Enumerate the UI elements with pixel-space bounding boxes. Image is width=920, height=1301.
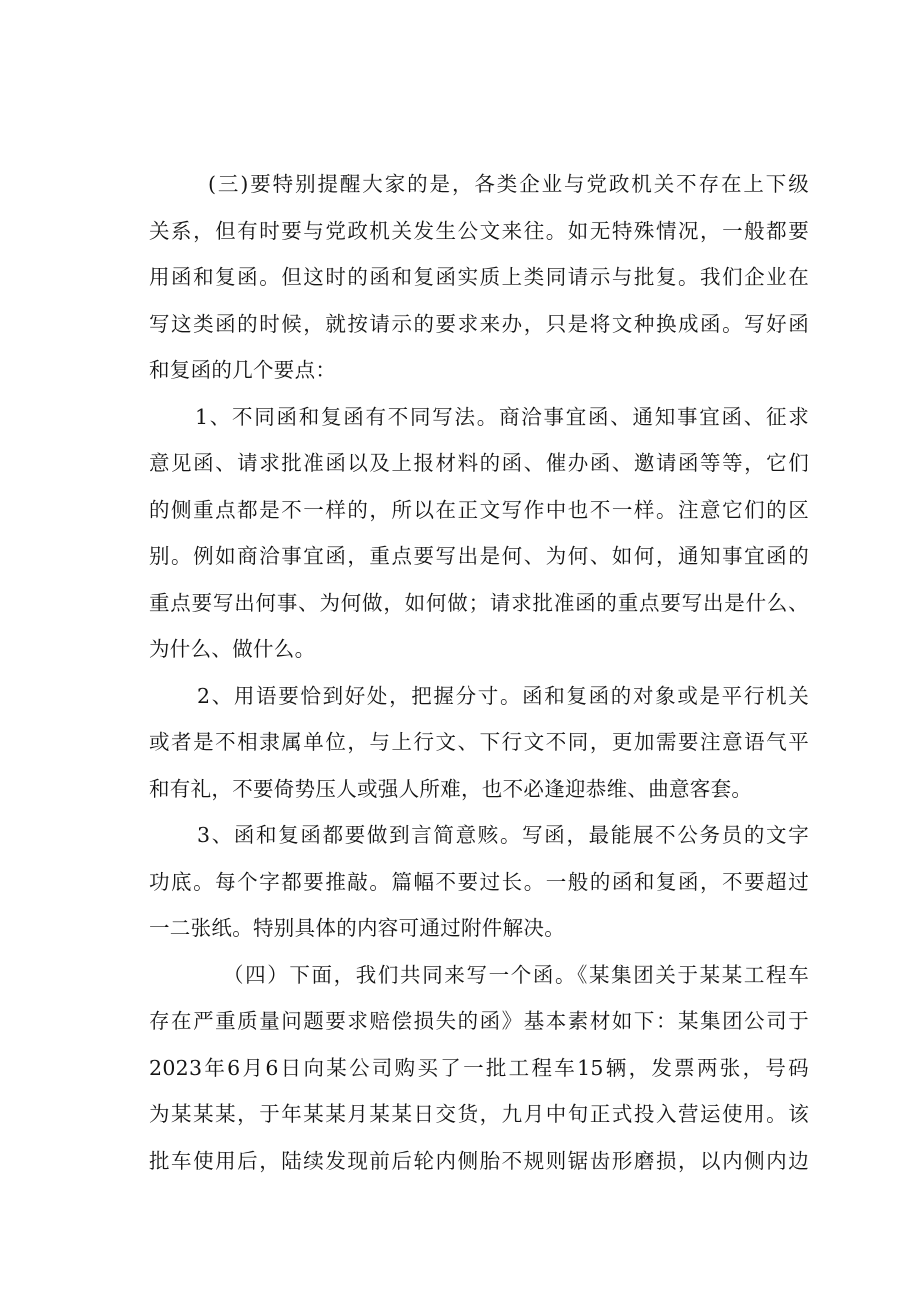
point-3-line-1: 3、函和复函都要做到言简意赅。写函，最能展不公务员的文字 xyxy=(197,823,809,847)
paragraph-4-line-5: 批车使用后，陆续发现前后轮内侧胎不规则锯齿形磨损，以内侧内边 xyxy=(149,1148,809,1173)
point-2-line-2: 或者是不相隶属单位，与上行文、下行文不同，更加需要注意语气平 xyxy=(149,730,809,754)
paragraph-4-line-4: 为某某某，于年某某月某某日交货，九月中旬正式投入营运使用。该 xyxy=(149,1102,809,1126)
paragraph-4-line-1: （四）下面，我们共同来写一个函。《某集团关于某某工程车 xyxy=(223,962,809,987)
paragraph-3-line-1: (三)要特别提醒大家的是，各类企业与党政机关不存在上下级 xyxy=(208,172,809,196)
paragraph-3-line-4: 写这类函的时候，就按请示的要求来办，只是将文种换成函。写好函 xyxy=(149,311,809,336)
point-2-line-1: 2、用语要恰到好处，把握分寸。函和复函的对象或是平行机关 xyxy=(197,683,809,708)
paragraph-4-line-3: 2023年6月6日向某公司购买了一批工程车15辆，发票两张，号码 xyxy=(149,1055,809,1080)
point-1-line-3: 的侧重点都是不一样的，所以在正文写作中也不一样。注意它们的区 xyxy=(149,497,809,522)
point-1-line-5: 重点要写出何事、为何做，如何做；请求批准函的重点要写出是什么、 xyxy=(149,590,809,615)
document-body xyxy=(149,164,809,1187)
point-3-line-3: 一二张纸。特别具体的内容可通过附件解决。 xyxy=(149,916,565,940)
point-2-line-3: 和有礼，不要倚势压人或强人所难，也不必逢迎恭维、曲意客套。 xyxy=(149,776,753,801)
paragraph-3-line-3: 用函和复函。但这时的函和复函实质上类同请示与批复。我们企业在 xyxy=(149,265,809,289)
point-1-line-4: 别。例如商洽事宜函，重点要写出是何、为何、如何，通知事宜函的 xyxy=(149,544,809,568)
paragraph-4-line-2: 存在严重质量问题要求赔偿损失的函》基本素材如下：某集团公司于 xyxy=(149,1009,809,1033)
point-3-line-2: 功底。每个字都要推敲。篇幅不要过长。一般的函和复函，不要超过 xyxy=(149,869,809,894)
paragraph-3-line-5: 和复函的几个要点： xyxy=(149,358,337,382)
point-1-line-1: 1、不同函和复函有不同写法。商洽事宜函、通知事宜函、征求 xyxy=(195,404,809,429)
paragraph-3-line-2: 关系，但有时要与党政机关发生公文来往。如无特殊情况，一般都要 xyxy=(149,218,809,243)
point-1-line-2: 意见函、请求批准函以及上报材料的函、催办函、邀请函等等，它们 xyxy=(149,451,809,475)
point-1-line-6: 为什么、做什么。 xyxy=(149,637,316,661)
